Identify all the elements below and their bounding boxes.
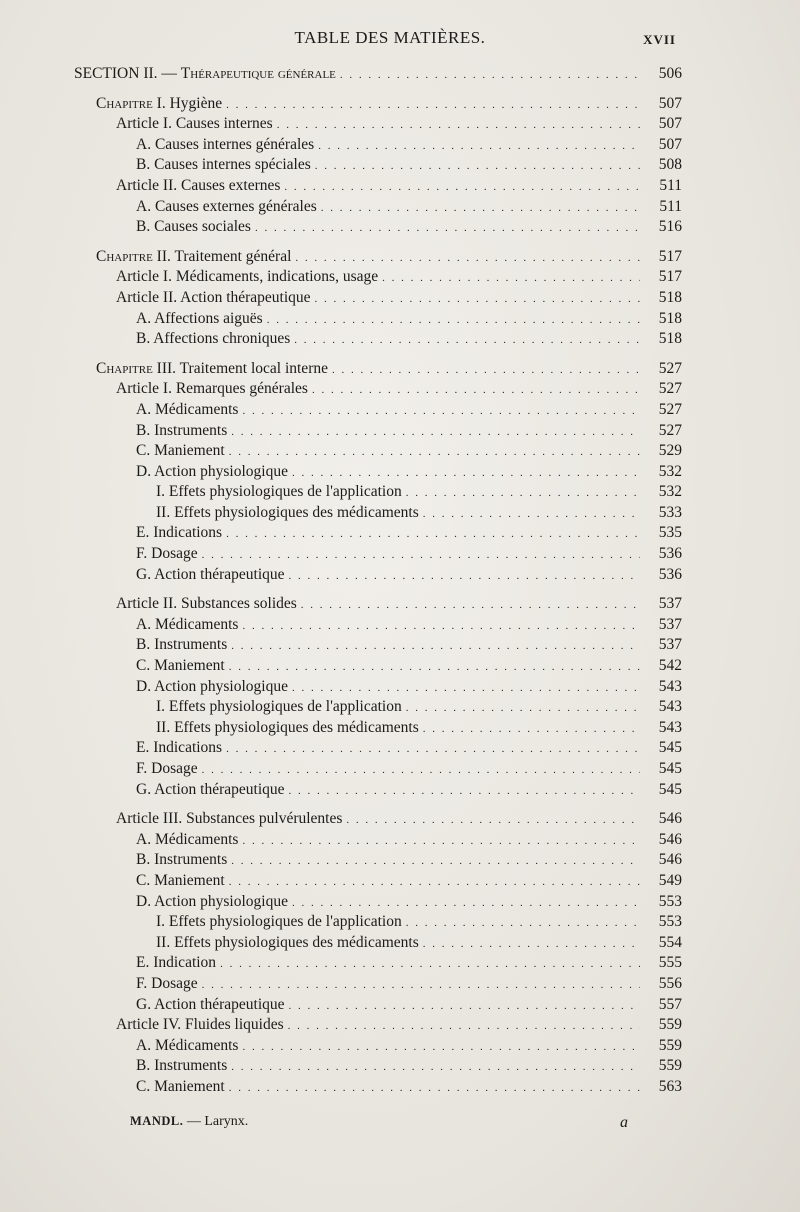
toc-entry-label	[136, 995, 285, 1016]
dot-leader	[242, 831, 640, 852]
toc-page-number: 553	[658, 913, 682, 931]
toc-entry-text: E. Indications	[136, 524, 223, 542]
dot-leader	[202, 975, 640, 996]
toc-entry-label	[96, 247, 291, 268]
dot-leader	[406, 483, 640, 504]
toc-entry-label	[156, 503, 419, 524]
toc-entry-text: I. Effets physiologiques de l'application	[156, 698, 402, 716]
toc-entry-text: A. Affections aiguës	[136, 309, 263, 327]
dot-leader	[332, 360, 640, 381]
toc-page-number: 559	[658, 1016, 682, 1034]
toc-page-number: 563	[658, 1077, 682, 1095]
dot-leader	[289, 996, 641, 1017]
dot-leader	[288, 1016, 640, 1037]
toc-entry-label	[116, 379, 308, 400]
toc-entry	[74, 759, 682, 780]
toc-page-number: 527	[658, 421, 682, 439]
toc-page-number: 535	[658, 524, 682, 542]
toc-entry-label	[156, 933, 419, 954]
dot-leader	[301, 595, 640, 616]
toc-entry-text: Article II. Substances solides	[116, 595, 297, 613]
toc-entry-label	[156, 912, 402, 933]
toc-entry	[74, 892, 682, 913]
dot-leader	[382, 268, 640, 289]
toc-entry-text: B. Causes sociales	[136, 218, 251, 236]
toc-page-number: 518	[658, 309, 682, 327]
toc-entry	[74, 912, 682, 933]
toc-entry-text: G. Action thérapeutique	[136, 780, 285, 798]
footer-title: — Larynx.	[183, 1114, 249, 1129]
toc-entry	[74, 309, 682, 330]
toc-entry	[74, 544, 682, 565]
toc-entry-label	[136, 544, 198, 565]
toc-entry	[74, 155, 682, 176]
toc-entry-text: Article IV. Fluides liquides	[116, 1016, 284, 1034]
toc-page-number: 529	[658, 442, 682, 460]
toc-entry-text: C. Maniement	[136, 657, 225, 675]
toc-page-number: 546	[658, 810, 682, 828]
toc-entry-text: B. Instruments	[136, 851, 228, 869]
toc-page-number: 537	[658, 595, 682, 613]
toc-entry-label	[136, 953, 216, 974]
toc-entry-text: A. Médicaments	[136, 830, 239, 848]
toc-entry-label	[136, 1077, 225, 1098]
dot-leader	[231, 422, 640, 443]
toc-entry	[74, 953, 682, 974]
toc-entry-smallcaps: Chapitre	[96, 359, 153, 377]
toc-page-number: 536	[658, 565, 682, 583]
dot-leader	[226, 524, 640, 545]
toc-entry-text: G. Action thérapeutique	[136, 565, 285, 583]
toc-entry-text: I. Effets physiologiques de l'application	[156, 483, 402, 501]
toc-page-number: 508	[658, 156, 682, 174]
dot-leader	[226, 95, 640, 116]
toc-page-number: 511	[659, 176, 682, 194]
toc-entry-label	[136, 759, 198, 780]
dot-leader	[315, 289, 640, 310]
toc-entry-label	[136, 738, 222, 759]
dot-leader	[226, 739, 640, 760]
toc-page-number: 556	[658, 974, 682, 992]
toc-entry-text: A. Causes internes générales	[136, 135, 315, 153]
toc-entry-label	[74, 64, 336, 85]
toc-entry-text-rest: I. Hygiène	[152, 94, 223, 112]
toc-entry-text: B. Instruments	[136, 636, 228, 654]
toc-entry-label	[136, 892, 288, 913]
dot-leader	[315, 156, 640, 177]
toc-entry-label	[136, 974, 198, 995]
dot-leader	[202, 545, 640, 566]
toc-entry-label	[156, 697, 402, 718]
toc-page-number: 545	[658, 739, 682, 757]
toc-page-number: 517	[658, 268, 682, 286]
running-title: TABLE DES MATIÈRES.	[294, 28, 486, 47]
toc-page-number: 546	[658, 851, 682, 869]
toc-entry-label	[116, 267, 378, 288]
toc-entry-label	[156, 718, 419, 739]
toc-entry	[74, 565, 682, 586]
toc-entry	[74, 135, 682, 156]
dot-leader	[292, 893, 640, 914]
toc-entry-label	[136, 309, 263, 330]
toc-page-number: 545	[658, 780, 682, 798]
toc-entry-text: C. Maniement	[136, 1077, 225, 1095]
toc-entry	[74, 809, 682, 830]
toc-entry	[74, 677, 682, 698]
toc-entry	[74, 288, 682, 309]
toc-entry	[74, 1056, 682, 1077]
toc-entry-label	[116, 288, 311, 309]
toc-entry-text: B. Instruments	[136, 1057, 228, 1075]
dot-leader	[229, 657, 640, 678]
toc-entry-text: Article II. Action thérapeutique	[116, 288, 311, 306]
dot-leader	[340, 65, 640, 86]
toc-entry	[74, 697, 682, 718]
toc-entry-text: SECTION II. —	[74, 65, 181, 82]
toc-entry-text: II. Effets physiologiques des médicaments	[156, 933, 419, 951]
toc-page-number: 553	[658, 892, 682, 910]
toc-entry-label	[136, 615, 238, 636]
toc-page-number: 542	[658, 657, 682, 675]
toc-page-number: 507	[658, 115, 682, 133]
toc-entry	[74, 1077, 682, 1098]
dot-leader	[295, 248, 640, 269]
toc-entry	[74, 503, 682, 524]
toc-entry	[74, 379, 682, 400]
toc-entry-label	[136, 400, 238, 421]
dot-leader	[289, 781, 641, 802]
toc-entry	[74, 421, 682, 442]
toc-page-number: 532	[658, 462, 682, 480]
toc-entry-text: Article I. Médicaments, indications, usage	[116, 268, 379, 286]
dot-leader	[312, 380, 640, 401]
toc-entry-text: B. Affections chroniques	[136, 330, 291, 348]
dot-leader	[292, 678, 640, 699]
toc-entry-label	[156, 482, 402, 503]
toc-entry-text: D. Action physiologique	[136, 462, 288, 480]
toc-page-number: 507	[658, 135, 682, 153]
toc-entry-label	[136, 1056, 227, 1077]
toc-entry	[74, 267, 682, 288]
dot-leader	[318, 136, 640, 157]
toc-entry	[74, 615, 682, 636]
toc-entry-text-rest: III. Traitement local interne	[152, 359, 328, 377]
dot-leader	[255, 218, 640, 239]
toc-entry-text: Article I. Causes internes	[116, 115, 273, 133]
dot-leader	[229, 1078, 640, 1099]
dot-leader	[292, 463, 640, 484]
toc-entry-text: B. Causes internes spéciales	[136, 156, 311, 174]
dot-leader	[346, 810, 640, 831]
page-header	[0, 28, 800, 52]
toc-entry	[74, 718, 682, 739]
dot-leader	[231, 636, 640, 657]
dot-leader	[229, 872, 640, 893]
toc-entry	[74, 176, 682, 197]
toc-entry-label	[136, 329, 290, 350]
footer-author: MANDL.	[130, 1114, 184, 1128]
toc-page-number: 543	[658, 677, 682, 695]
dot-leader	[406, 698, 640, 719]
dot-leader	[229, 442, 640, 463]
toc-entry-label	[116, 594, 297, 615]
toc-page-number: 543	[658, 718, 682, 736]
toc-entry	[74, 217, 682, 238]
toc-entry-label	[116, 1015, 284, 1036]
toc-entry-label	[96, 94, 222, 115]
toc-entry-text: B. Instruments	[136, 421, 228, 439]
toc-entry-text: E. Indications	[136, 739, 223, 757]
toc-page-number: 537	[658, 615, 682, 633]
toc-page-number: 527	[658, 359, 682, 377]
toc-entry	[74, 850, 682, 871]
toc-page-number: 537	[658, 636, 682, 654]
toc-entry-text: F. Dosage	[136, 545, 198, 563]
toc-page-number: 507	[658, 94, 682, 112]
toc-entry-label	[116, 176, 280, 197]
toc-entry	[74, 94, 682, 115]
toc-page-number: 518	[658, 288, 682, 306]
toc-entry-text: A. Médicaments	[136, 400, 239, 418]
page-footer	[130, 1114, 650, 1130]
toc-entry	[74, 329, 682, 350]
dot-leader	[231, 851, 640, 872]
toc-page-number: 559	[658, 1036, 682, 1054]
toc-entry-label	[136, 217, 251, 238]
toc-page-number: 555	[658, 954, 682, 972]
toc-entry	[74, 933, 682, 954]
toc-page-number: 506	[658, 65, 682, 82]
toc-entry	[74, 738, 682, 759]
dot-leader	[202, 760, 640, 781]
toc-entry-label	[136, 565, 285, 586]
toc-entry-label	[136, 135, 314, 156]
toc-entry	[74, 247, 682, 268]
toc-entry	[74, 1015, 682, 1036]
dot-leader	[242, 401, 640, 422]
dot-leader	[220, 954, 640, 975]
dot-leader	[289, 566, 641, 587]
toc-entry	[74, 114, 682, 135]
toc-entry-label	[136, 656, 225, 677]
toc-entry-smallcaps: Chapitre	[96, 94, 153, 112]
dot-leader	[423, 934, 640, 955]
toc-entry-label	[136, 441, 225, 462]
toc-entry	[74, 359, 682, 380]
toc-entry-label	[96, 359, 328, 380]
dot-leader	[406, 913, 640, 934]
toc-entry-text: A. Médicaments	[136, 1036, 239, 1054]
toc-entry-label	[136, 197, 317, 218]
dot-leader	[294, 330, 640, 351]
toc-entry-text: II. Effets physiologiques des médicaments	[156, 718, 419, 736]
toc-entry	[74, 830, 682, 851]
toc-entry-text: F. Dosage	[136, 760, 198, 777]
toc-entry-text: Article I. Remarques générales	[116, 380, 308, 398]
dot-leader	[267, 310, 640, 331]
toc-page-number: 543	[658, 698, 682, 716]
toc-entry-label	[136, 421, 227, 442]
toc-page-number: 527	[658, 400, 682, 418]
table-of-contents	[74, 64, 682, 1098]
toc-page-number: 545	[658, 760, 682, 777]
toc-entry-label	[136, 830, 238, 851]
dot-leader	[242, 1037, 640, 1058]
dot-leader	[423, 504, 640, 525]
toc-entry-label	[136, 780, 285, 801]
toc-entry	[74, 64, 682, 85]
toc-entry-text: D. Action physiologique	[136, 892, 288, 910]
toc-entry-label	[136, 523, 222, 544]
toc-entry	[74, 523, 682, 544]
toc-page-number: 527	[658, 380, 682, 398]
toc-entry-text: F. Dosage	[136, 974, 198, 992]
toc-entry	[74, 995, 682, 1016]
dot-leader	[423, 719, 640, 740]
toc-entry-label	[136, 462, 288, 483]
toc-entry-text: Article III. Substances pulvérulentes	[116, 810, 343, 828]
toc-entry	[74, 594, 682, 615]
toc-page-number: 533	[658, 503, 682, 521]
toc-entry-text-rest: II. Traitement général	[152, 247, 292, 265]
toc-entry-label	[136, 155, 311, 176]
toc-page-number: 557	[658, 995, 682, 1013]
toc-entry-text: A. Médicaments	[136, 615, 239, 633]
toc-entry-text: Article II. Causes externes	[116, 176, 281, 194]
toc-entry-text: I. Effets physiologiques de l'application	[156, 913, 402, 931]
toc-entry	[74, 780, 682, 801]
toc-entry-smallcaps: Thérapeutique générale	[180, 65, 336, 82]
toc-page-number: 536	[658, 545, 682, 563]
dot-leader	[277, 115, 640, 136]
toc-entry-text: C. Maniement	[136, 442, 225, 460]
toc-page-number: 554	[658, 933, 682, 951]
toc-page-number: 518	[658, 330, 682, 348]
toc-entry-text: G. Action thérapeutique	[136, 995, 285, 1013]
toc-entry	[74, 462, 682, 483]
toc-entry-label	[136, 1036, 238, 1057]
toc-entry	[74, 635, 682, 656]
toc-entry	[74, 441, 682, 462]
toc-page-number: 517	[658, 247, 682, 265]
dot-leader	[231, 1057, 640, 1078]
toc-entry	[74, 656, 682, 677]
toc-entry	[74, 974, 682, 995]
toc-entry-text: A. Causes externes générales	[136, 197, 317, 215]
toc-entry-text: C. Maniement	[136, 871, 225, 889]
toc-entry-label	[136, 677, 288, 698]
toc-entry	[74, 400, 682, 421]
toc-entry-smallcaps: Chapitre	[96, 247, 153, 265]
signature-mark: a	[620, 1114, 628, 1131]
dot-leader	[321, 198, 640, 219]
toc-page-number: 546	[658, 830, 682, 848]
toc-entry	[74, 871, 682, 892]
toc-entry	[74, 1036, 682, 1057]
page-number: XVII	[643, 32, 676, 47]
toc-page-number: 549	[658, 871, 682, 889]
toc-page-number: 559	[658, 1057, 682, 1075]
toc-entry	[74, 482, 682, 503]
toc-entry-text: II. Effets physiologiques des médicaments	[156, 503, 419, 521]
toc-entry-text: E. Indication	[136, 954, 217, 972]
toc-page-number: 516	[658, 218, 682, 236]
toc-entry-label	[136, 871, 225, 892]
dot-leader	[242, 616, 640, 637]
toc-page-number: 532	[658, 483, 682, 501]
toc-entry-label	[136, 635, 227, 656]
toc-entry-label	[116, 114, 273, 135]
toc-entry-label	[136, 850, 227, 871]
toc-entry	[74, 197, 682, 218]
toc-entry-text: D. Action physiologique	[136, 677, 288, 695]
dot-leader	[284, 177, 640, 198]
toc-page-number: 511	[659, 197, 682, 215]
toc-entry-label	[116, 809, 342, 830]
